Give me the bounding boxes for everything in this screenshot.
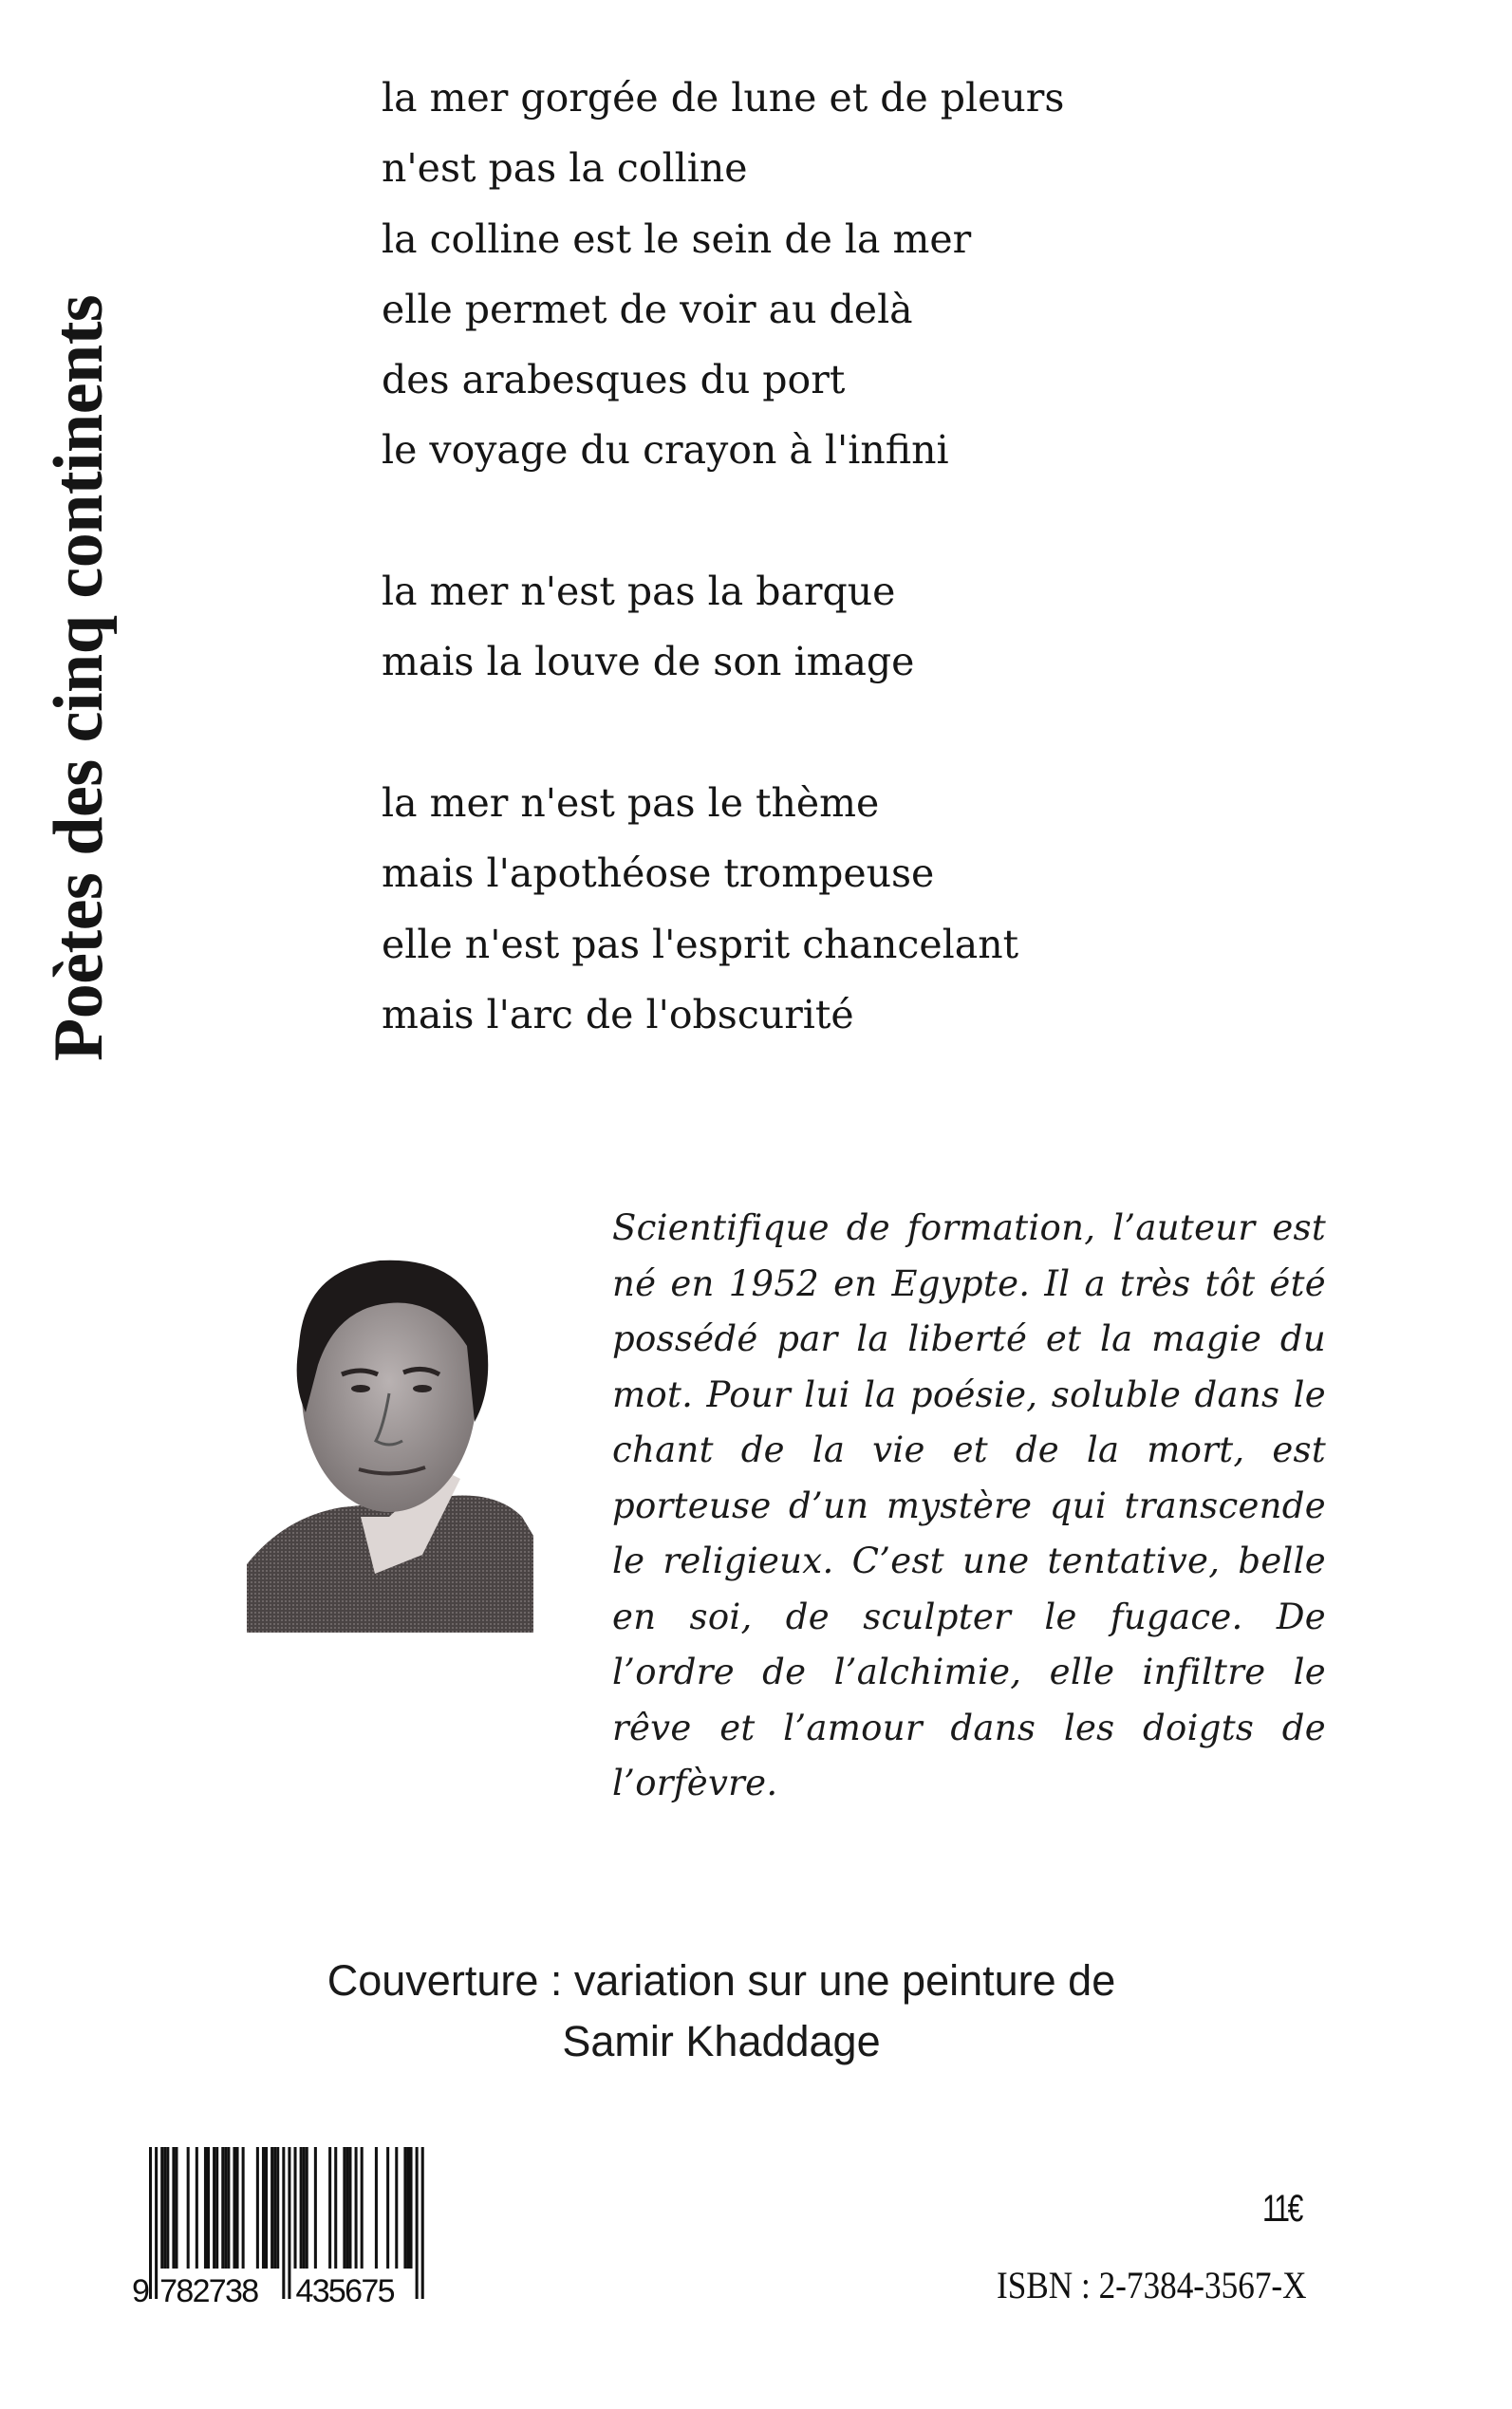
isbn: ISBN : 2-7384-3567-X bbox=[997, 2264, 1307, 2306]
barcode-bar bbox=[236, 2147, 239, 2269]
barcode-bar bbox=[375, 2147, 378, 2269]
poem-stanza bbox=[382, 556, 1064, 698]
barcode-bar bbox=[361, 2147, 364, 2269]
barcode-bar bbox=[306, 2147, 308, 2269]
poem-stanza bbox=[382, 768, 1064, 1050]
barcode-bar bbox=[282, 2147, 285, 2299]
barcode-bar bbox=[276, 2147, 279, 2269]
barcode-bar bbox=[406, 2147, 409, 2269]
barcode-bar bbox=[343, 2147, 345, 2269]
barcode-bar bbox=[155, 2147, 158, 2299]
series-title: Poètes des cinq continents bbox=[40, 294, 118, 1061]
barcode-bar bbox=[233, 2147, 235, 2269]
poem-stanza bbox=[382, 63, 1064, 486]
barcode-digits: 782738 bbox=[159, 2273, 260, 2308]
barcode-bar bbox=[328, 2147, 331, 2269]
cover-credit-artist: Samir Khaddage bbox=[562, 2017, 881, 2065]
barcode-bar bbox=[213, 2147, 215, 2269]
barcode-bar bbox=[175, 2147, 177, 2269]
barcode-bar bbox=[196, 2147, 198, 2269]
author-bio: Scientifique de formation, l’auteur est né en 1952 en Egypte. Il a très tôt été possédé par la liberté et la magie du mot. Pour lui la poésie, soluble dans le chant de la vie et de la mort, est porteuse d’un mystère qui transcende le religieux. C’est une tentative, belle en soi, de sculpter le fugace. De l’ordre de l’alchimie, elle infiltre le rêve et l’amour dans les doigts de l’orfèvre. bbox=[612, 1207, 1326, 1803]
barcode-bar bbox=[355, 2147, 358, 2269]
barcode-bar bbox=[403, 2147, 406, 2269]
barcode-bar bbox=[303, 2147, 306, 2269]
barcode-bar bbox=[256, 2147, 259, 2269]
poem-line: elle n'est pas l'esprit chancelant bbox=[382, 921, 1019, 967]
barcode-bar bbox=[262, 2147, 265, 2269]
barcode-bar bbox=[204, 2147, 207, 2269]
barcode-bar bbox=[207, 2147, 210, 2269]
barcode-bar bbox=[215, 2147, 218, 2269]
poem-line: le voyage du crayon à l'infini bbox=[382, 427, 949, 474]
poem-line: la mer gorgée de lune et de pleurs bbox=[382, 75, 1065, 121]
poem-line: la mer n'est pas la barque bbox=[382, 569, 896, 615]
price: 11€ bbox=[1262, 2188, 1302, 2230]
poem-line: mais l'apothéose trompeuse bbox=[382, 850, 935, 897]
cover-credit-line: Couverture : variation sur une peinture de bbox=[327, 1956, 1116, 2005]
poem-line: elle permet de voir au delà bbox=[382, 286, 913, 332]
barcode-bar bbox=[163, 2147, 166, 2269]
barcode-bar bbox=[416, 2147, 419, 2299]
barcode-bar bbox=[172, 2147, 175, 2269]
barcode-bar bbox=[166, 2147, 169, 2269]
barcode-bar bbox=[271, 2147, 273, 2269]
cover-credit bbox=[247, 1951, 1196, 2072]
barcode-digits: 9 bbox=[132, 2273, 150, 2308]
barcode-bar bbox=[300, 2147, 303, 2269]
barcode-bar bbox=[348, 2147, 351, 2269]
barcode-bar bbox=[334, 2147, 337, 2269]
poem-line: mais l'arc de l'obscurité bbox=[382, 991, 854, 1037]
barcode-bar bbox=[160, 2147, 163, 2269]
poem-line: des arabesques du port bbox=[382, 357, 846, 403]
barcode-bar bbox=[265, 2147, 268, 2269]
poem-line: n'est pas la colline bbox=[382, 145, 748, 192]
barcode-bar bbox=[227, 2147, 230, 2269]
barcode-bar bbox=[386, 2147, 389, 2269]
barcode-bar bbox=[395, 2147, 398, 2269]
barcode-bar bbox=[224, 2147, 227, 2269]
barcode-bar bbox=[314, 2147, 317, 2269]
poem-line: mais la louve de son image bbox=[382, 639, 915, 685]
poem bbox=[382, 63, 1064, 1120]
poem-line: la colline est le sein de la mer bbox=[382, 215, 972, 262]
barcode-bar bbox=[242, 2147, 245, 2269]
poem-line: la mer n'est pas le thème bbox=[382, 779, 880, 826]
barcode-bar bbox=[294, 2147, 297, 2269]
barcode-bar bbox=[273, 2147, 276, 2269]
barcode-bar bbox=[187, 2147, 190, 2269]
barcode-bar bbox=[410, 2147, 413, 2269]
ean-barcode bbox=[132, 2147, 440, 2308]
barcode-bar bbox=[288, 2147, 290, 2299]
author-photo bbox=[247, 1232, 533, 1633]
barcode-bar bbox=[221, 2147, 224, 2269]
barcode-bar bbox=[345, 2147, 348, 2269]
barcode-digits: 435675 bbox=[295, 2273, 396, 2308]
barcode-bar bbox=[421, 2147, 424, 2299]
